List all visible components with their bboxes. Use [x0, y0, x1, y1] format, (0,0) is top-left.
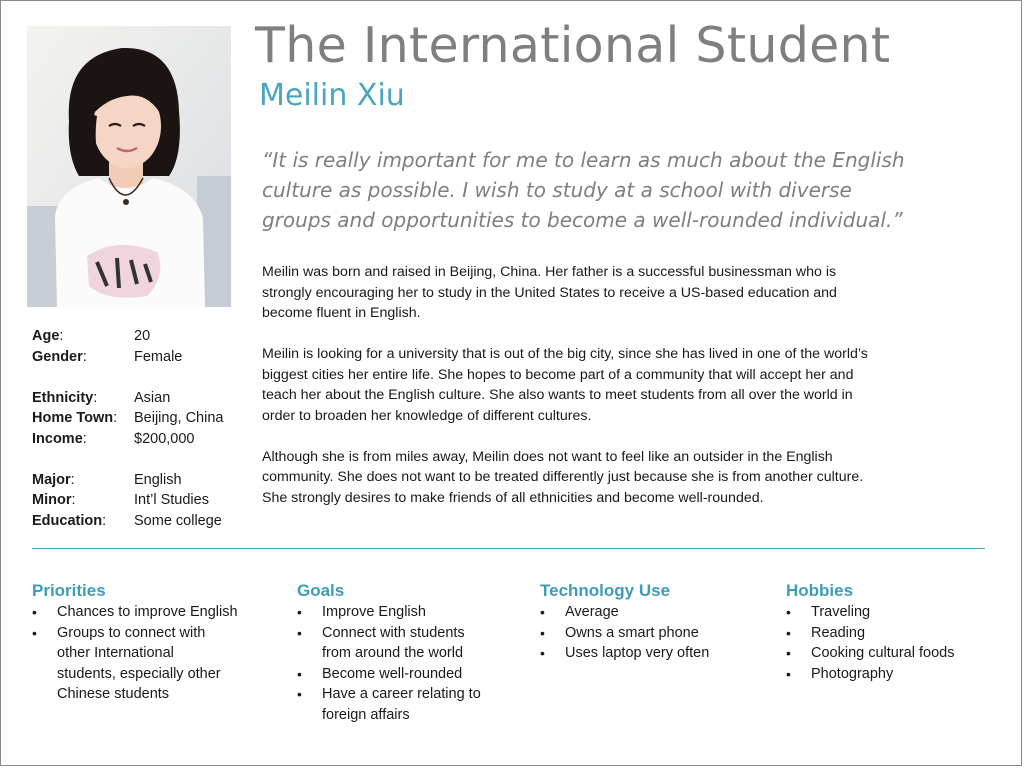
bio-line: She strongly desires to make friends of all ethnicities and become well-rounded.	[262, 489, 764, 506]
bio-line: become fluent in English.	[262, 305, 421, 321]
bio-paragraph	[262, 447, 962, 509]
fact-major	[32, 470, 247, 491]
list-item	[297, 684, 481, 725]
hobbies-column	[786, 580, 954, 684]
list-item	[540, 643, 709, 664]
bullet-icon: •	[297, 686, 302, 702]
list-item-text: Improve English	[322, 604, 426, 620]
list-item-text: Traveling	[811, 604, 871, 620]
fact-value: Int’l Studies	[134, 492, 209, 508]
priorities-list	[32, 602, 238, 705]
page-title: The International Student	[255, 17, 891, 74]
list-item-text: other International	[57, 645, 174, 661]
list-item	[786, 664, 954, 685]
bio-line: strongly encouraging her to study in the United States to receive a US-based education and	[262, 284, 837, 301]
hobbies-list	[786, 602, 954, 684]
fact-gender	[32, 347, 247, 368]
bullet-icon: •	[540, 604, 545, 620]
fact-colon: :	[71, 492, 76, 508]
fact-education	[32, 511, 247, 532]
fact-value: Some college	[134, 512, 222, 529]
fact-label: Gender	[32, 348, 83, 365]
fact-value: Beijing, China	[134, 410, 224, 426]
fact-colon: :	[82, 430, 87, 447]
list-item	[32, 623, 238, 705]
bullet-icon: •	[540, 645, 545, 661]
list-item	[540, 602, 709, 623]
fact-spacer	[32, 449, 247, 470]
column-heading: Hobbies	[786, 581, 854, 600]
fact-value: Female	[134, 348, 183, 365]
bullet-icon: •	[32, 624, 37, 641]
list-item-text: Photography	[811, 665, 894, 682]
fact-colon: :	[82, 348, 87, 365]
list-item-text: Connect with students	[322, 624, 465, 641]
bio-line: Meilin is looking for a university that is out of the big city, since she has lived in one of the world’s	[262, 346, 868, 362]
bullet-icon: •	[786, 624, 791, 641]
list-item	[297, 664, 481, 685]
fact-label: Education	[32, 512, 103, 529]
fact-value: $200,000	[134, 430, 195, 447]
list-item-text: students, especially other	[57, 665, 221, 682]
profile-photo	[27, 26, 231, 307]
list-item-text: Owns a smart phone	[565, 624, 699, 641]
fact-hometown	[32, 408, 247, 429]
fact-label: Major	[32, 471, 71, 488]
fact-label: Home Town	[32, 410, 114, 426]
list-item-text: Chinese students	[57, 686, 170, 702]
column-heading: Goals	[297, 581, 345, 600]
list-item-text: Have a career relating to	[322, 686, 481, 702]
list-item	[540, 623, 709, 644]
list-item-text: Become well-rounded	[322, 665, 463, 682]
technology-list	[540, 602, 709, 664]
fact-colon: :	[113, 410, 118, 426]
list-item	[297, 623, 481, 664]
column-heading: Priorities	[32, 581, 106, 600]
technology-column	[540, 580, 709, 664]
list-item-text: from around the world	[322, 645, 464, 661]
bullet-icon: •	[297, 624, 302, 641]
list-item-text: Uses laptop very often	[565, 645, 710, 661]
bio-line: Meilin was born and raised in Beijing, China. Her father is a successful businessman who is	[262, 264, 837, 280]
fact-colon: :	[70, 471, 75, 488]
fact-income	[32, 429, 247, 450]
bio-paragraph	[262, 344, 962, 426]
persona-bio	[262, 262, 962, 529]
bullet-icon: •	[786, 665, 791, 682]
priorities-column	[32, 580, 238, 705]
fact-age	[32, 326, 247, 347]
list-item-text: Reading	[811, 624, 866, 641]
fact-colon: :	[59, 328, 64, 344]
list-item	[32, 602, 238, 623]
fact-value: Asian	[134, 389, 171, 406]
bullet-icon: •	[297, 665, 302, 682]
list-item-text: Chances to improve English	[57, 604, 238, 620]
section-divider	[32, 548, 985, 549]
fact-value: English	[134, 471, 182, 488]
list-item	[297, 602, 481, 623]
fact-label: Age	[32, 328, 60, 344]
list-item	[786, 623, 954, 644]
quote-line: groups and opportunities to become a well-rounded individual.”	[262, 208, 903, 232]
goals-column	[297, 580, 481, 725]
quote-line: “It is really important for me to learn as much about the English	[262, 148, 905, 172]
persona-name: Meilin Xiu	[259, 78, 405, 113]
quote-line: culture as possible. I wish to study at a school with diverse	[262, 178, 852, 202]
fact-spacer	[32, 367, 247, 388]
bio-line: Although she is from miles away, Meilin does not want to feel like an outsider in the English	[262, 448, 833, 465]
list-item-text: foreign affairs	[322, 706, 410, 723]
bio-paragraph	[262, 262, 962, 324]
bio-line: biggest cities her entire life. She hopes to become part of a community that will accept her and	[262, 366, 854, 383]
bio-line: community. She does not want to be treated differently just because she is from another culture.	[262, 469, 864, 485]
fact-value: 20	[134, 328, 151, 344]
bullet-icon: •	[786, 604, 791, 620]
goals-list	[297, 602, 481, 725]
fact-colon: :	[102, 512, 107, 529]
list-item-text: Groups to connect with	[57, 624, 206, 641]
fact-colon: :	[93, 389, 98, 406]
fact-label: Minor	[32, 492, 72, 508]
persona-quote	[262, 145, 962, 235]
fact-label: Ethnicity	[32, 389, 94, 406]
bullet-icon: •	[786, 645, 791, 661]
bio-line: order to broaden her knowledge of different cultures.	[262, 407, 592, 424]
fact-label: Income	[32, 430, 83, 447]
column-heading: Technology Use	[540, 581, 671, 600]
fact-ethnicity	[32, 388, 247, 409]
list-item-text: Average	[565, 604, 619, 620]
bullet-icon: •	[297, 604, 302, 620]
list-item-text: Cooking cultural foods	[811, 645, 955, 661]
bullet-icon: •	[540, 624, 545, 641]
bio-line: teach her about the English culture. She also wants to meet students from all over the world in	[262, 387, 853, 403]
bullet-icon: •	[32, 604, 37, 620]
list-item	[786, 643, 954, 664]
fact-minor	[32, 490, 247, 511]
persona-facts	[32, 326, 247, 531]
list-item	[786, 602, 954, 623]
